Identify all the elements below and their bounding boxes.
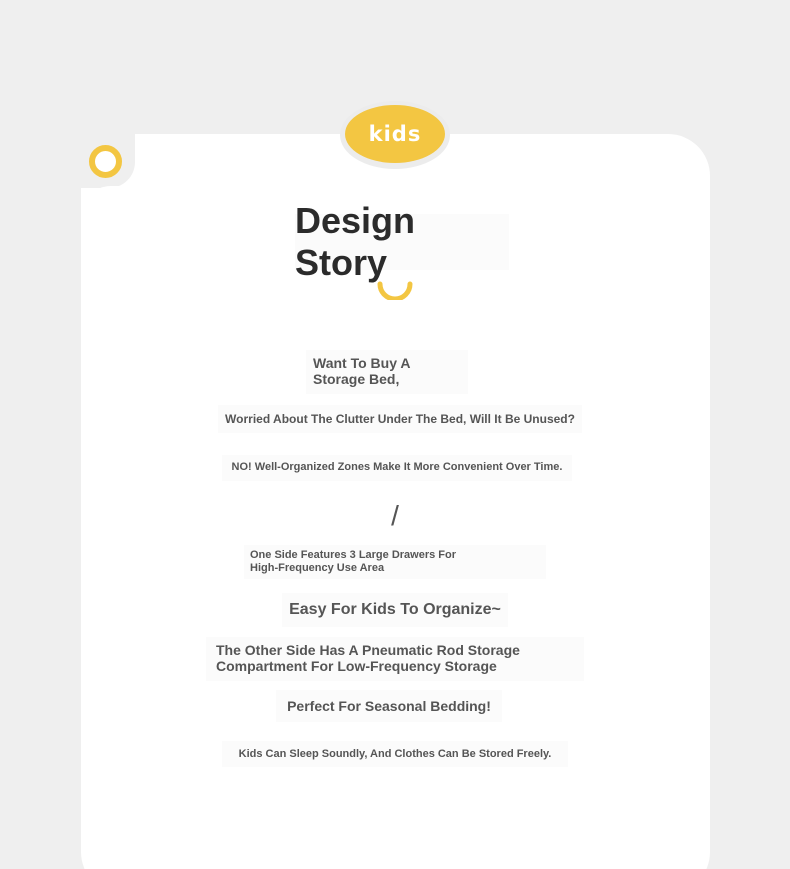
page-title: Design Story: [295, 214, 509, 270]
story-line-6b: Compartment For Low-Frequency Storage: [216, 658, 497, 674]
story-line-worried: Worried About The Clutter Under The Bed, Will It Be Unused?: [218, 405, 582, 433]
story-line-6a: The Other Side Has A Pneumatic Rod Storage: [216, 642, 520, 658]
kids-badge: [345, 105, 445, 163]
story-divider: /: [391, 500, 399, 531]
story-line-4b: High-Frequency Use Area: [250, 562, 385, 574]
story-line-1b: Storage Bed,: [313, 371, 400, 387]
story-line-seasonal: Perfect For Seasonal Bedding!: [276, 690, 502, 722]
story-line-4a: One Side Features 3 Large Drawers For: [250, 549, 457, 561]
ring-icon: [89, 145, 122, 178]
story-line-sleep-soundly: Kids Can Sleep Soundly, And Clothes Can Be Stored Freely.: [222, 741, 568, 767]
card-corner-bump: [81, 186, 135, 246]
story-line-pneumatic: [206, 637, 584, 681]
story-line-1a: Want To Buy A: [313, 355, 411, 371]
story-line-easy-organize: Easy For Kids To Organize~: [282, 593, 508, 627]
story-line-no-zones: NO! Well-Organized Zones Make It More Convenient Over Time.: [222, 455, 572, 481]
story-line-drawers: [244, 545, 546, 579]
smile-icon: [376, 262, 414, 300]
story-line-want-to-buy: [306, 350, 468, 394]
kids-badge-label: kids: [368, 122, 422, 146]
